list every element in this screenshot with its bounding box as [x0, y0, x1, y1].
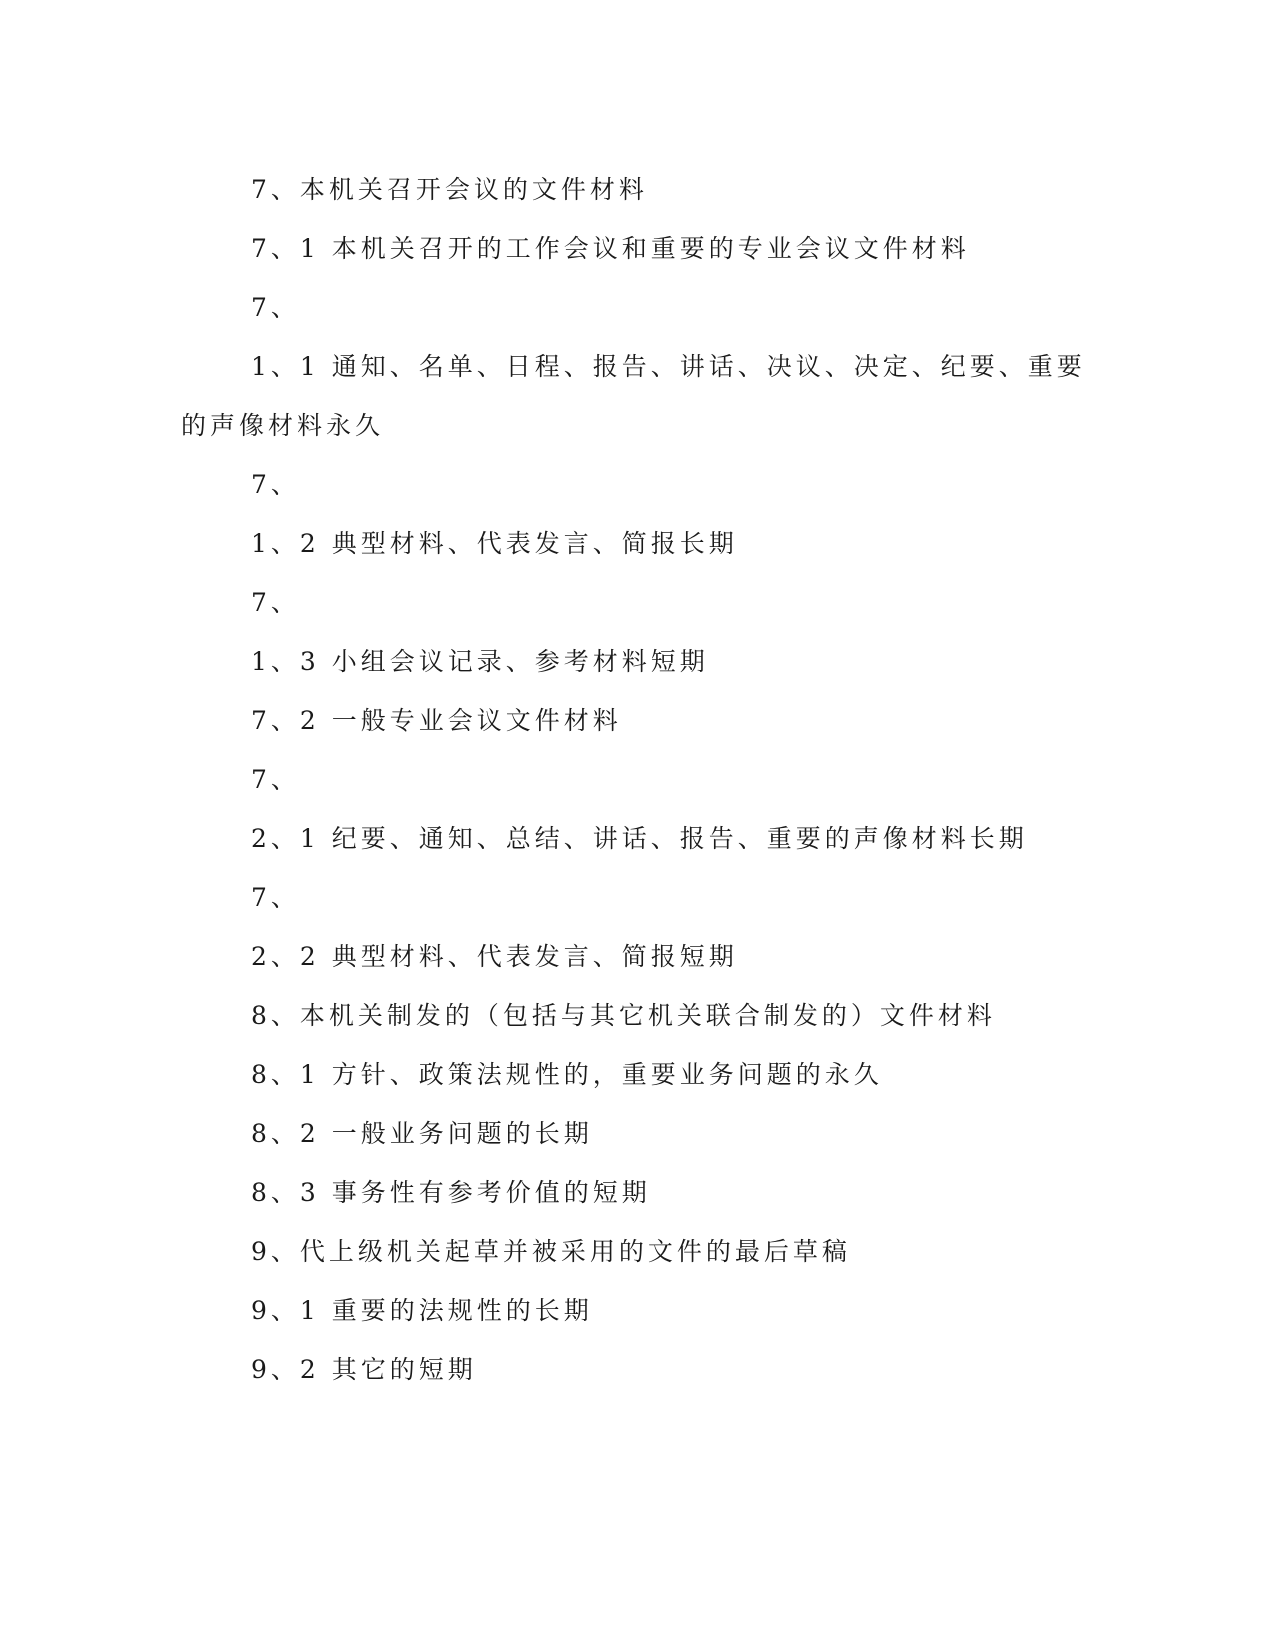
- paragraph: 7、: [251, 588, 300, 617]
- paragraph: 1、2 典型材料、代表发言、简报长期: [251, 529, 738, 558]
- paragraph: 8、3 事务性有参考价值的短期: [251, 1178, 651, 1207]
- paragraph: 1、3 小组会议记录、参考材料短期: [251, 647, 709, 676]
- paragraph: 7、: [251, 883, 300, 912]
- paragraph: 8、本机关制发的（包括与其它机关联合制发的）文件材料: [251, 1001, 996, 1030]
- paragraph: 2、2 典型材料、代表发言、简报短期: [251, 942, 738, 971]
- paragraph: 2、1 纪要、通知、总结、讲话、报告、重要的声像材料长期: [251, 824, 1028, 853]
- paragraph: 7、: [251, 470, 300, 499]
- document-body: [181, 160, 1086, 1399]
- paragraph: 7、2 一般专业会议文件材料: [251, 706, 622, 735]
- paragraph-continuation: 的声像材料永久: [181, 411, 385, 440]
- paragraph: 9、1 重要的法规性的长期: [251, 1296, 593, 1325]
- paragraph: 7、: [251, 293, 300, 322]
- paragraph: 7、本机关召开会议的文件材料: [251, 175, 648, 204]
- paragraph: 7、: [251, 765, 300, 794]
- paragraph: 9、2 其它的短期: [251, 1355, 477, 1384]
- paragraph: 8、2 一般业务问题的长期: [251, 1119, 593, 1148]
- paragraph: 9、代上级机关起草并被采用的文件的最后草稿: [251, 1237, 851, 1266]
- paragraph: 8、1 方针、政策法规性的，重要业务问题的永久: [251, 1060, 883, 1089]
- paragraph: 1、1 通知、名单、日程、报告、讲话、决议、决定、纪要、重要: [251, 352, 1086, 381]
- paragraph: 7、1 本机关召开的工作会议和重要的专业会议文件材料: [251, 234, 970, 263]
